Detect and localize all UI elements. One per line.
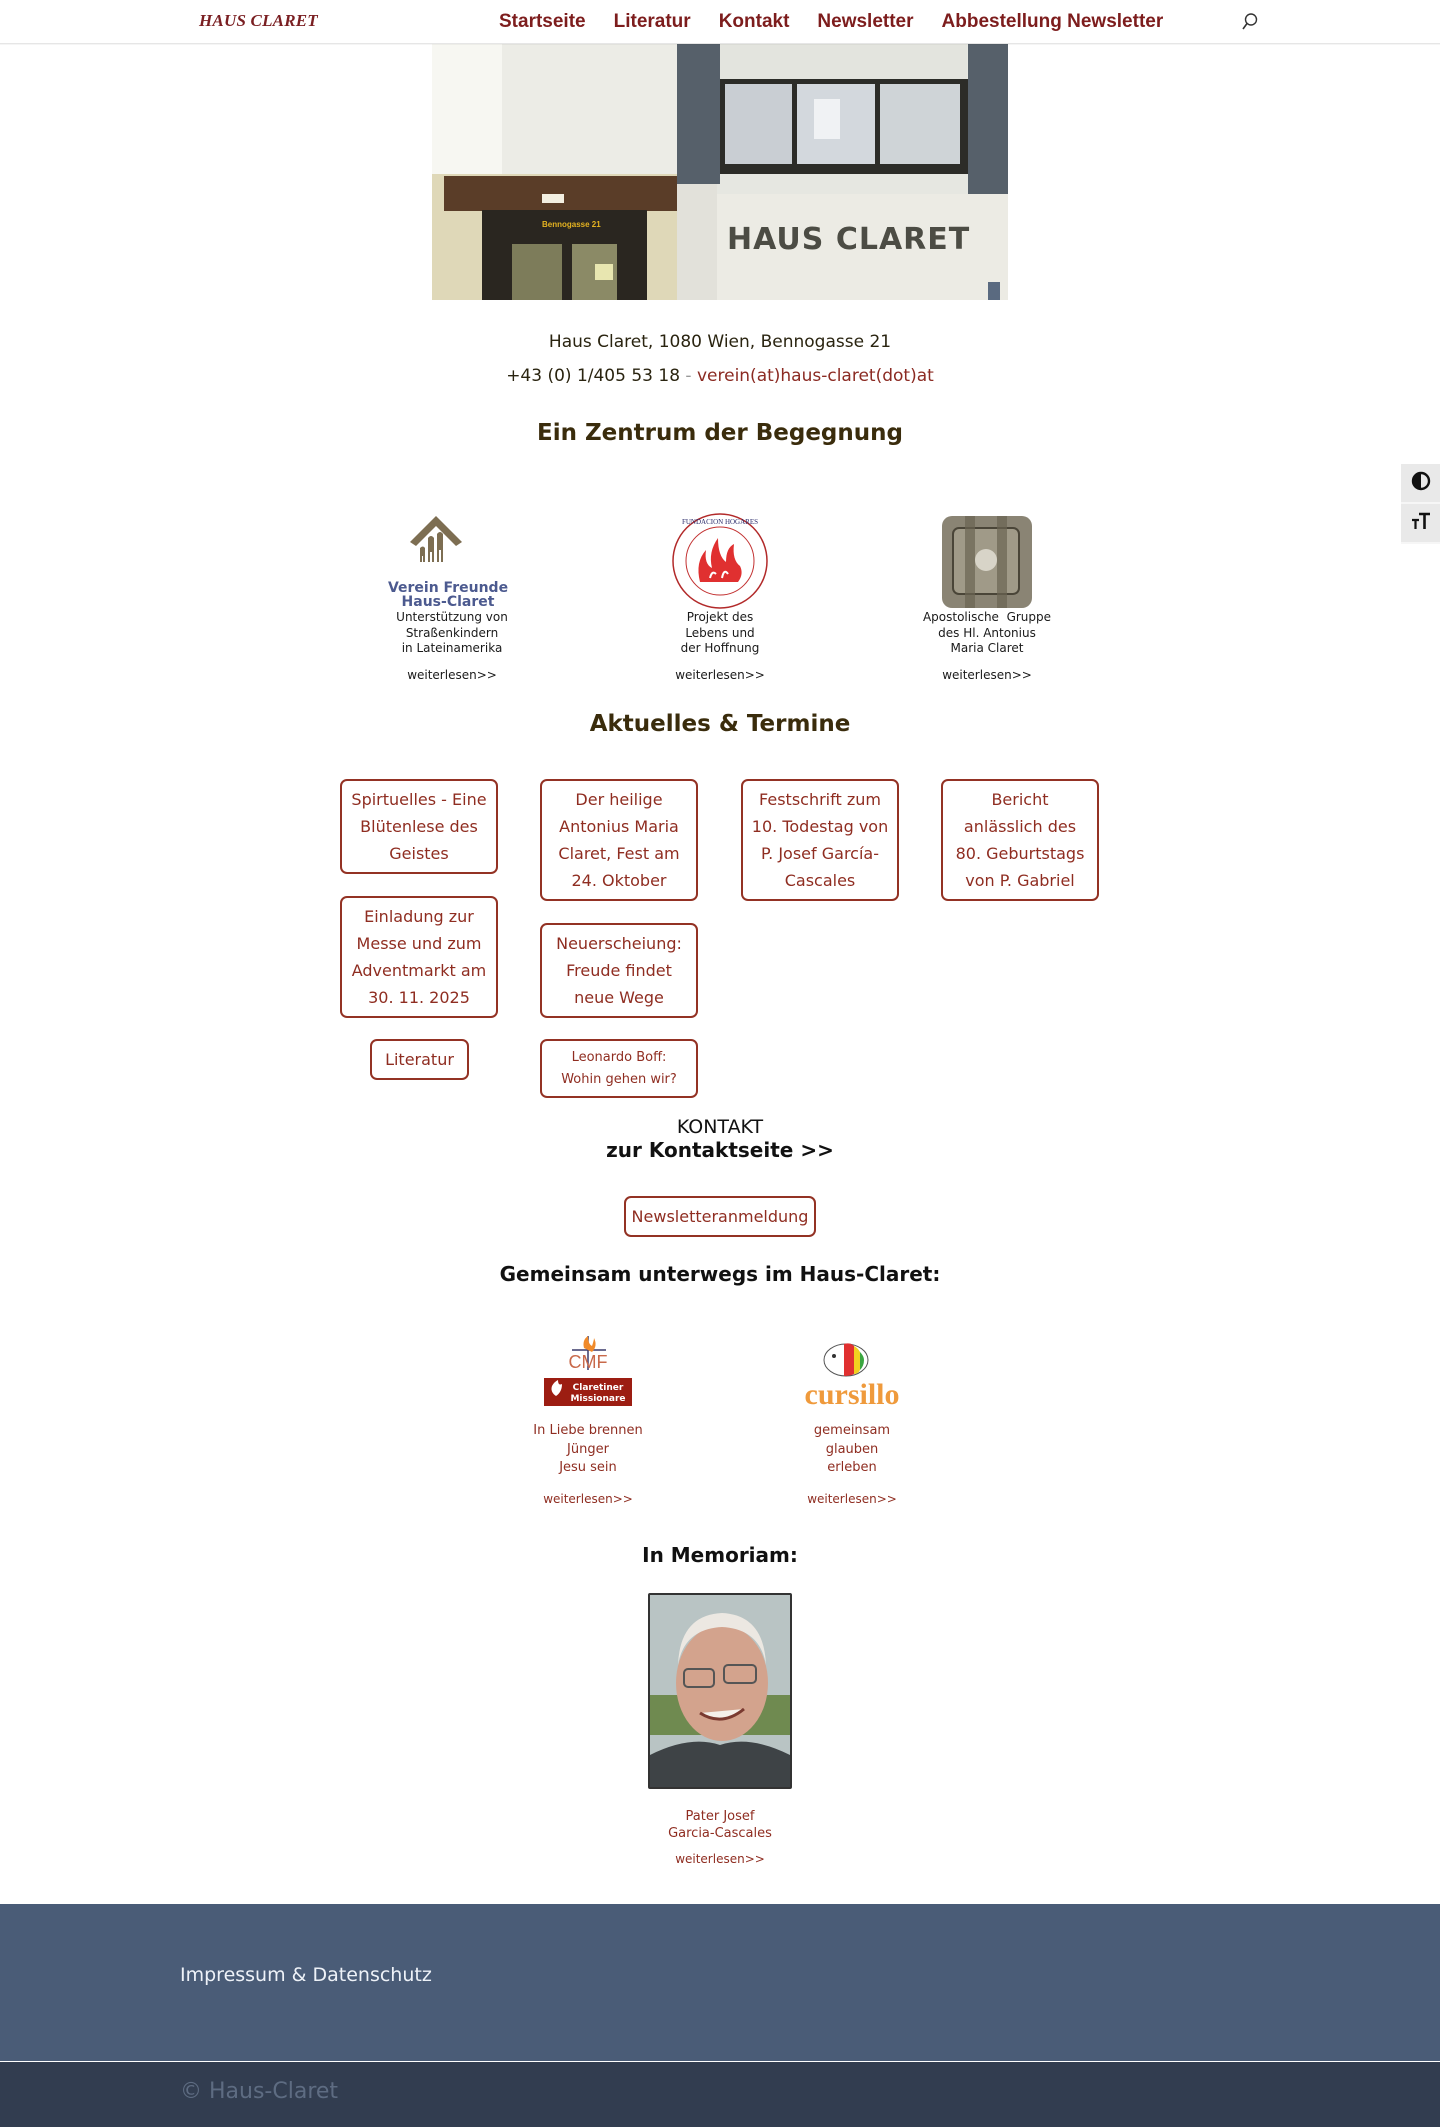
card-neuerscheinung[interactable]: Neuerscheiung: Freude findet neue Wege xyxy=(540,923,698,1018)
site-logo[interactable]: HAUS CLARET xyxy=(199,11,318,30)
hogares-claret-logo[interactable] xyxy=(648,512,792,610)
weiterlesen-link[interactable]: weiterlesen>> xyxy=(675,1852,765,1866)
contrast-icon xyxy=(1411,471,1431,495)
weiterlesen-link[interactable]: weiterlesen>> xyxy=(807,1491,897,1506)
newsletter-signup-button[interactable]: Newsletteranmeldung xyxy=(624,1196,816,1237)
address-block xyxy=(0,332,1440,386)
weiterlesen-link[interactable]: weiterlesen>> xyxy=(543,1491,633,1506)
main-nav xyxy=(499,0,1163,44)
svg-text:Missionare: Missionare xyxy=(570,1394,626,1404)
card-bericht-geburtstag[interactable]: Bericht anlässlich des 80. Geburtstags von P. Gabriel xyxy=(941,779,1099,901)
project-description: Apostolische Gruppe des Hl. Antonius Maria Claret xyxy=(922,610,1052,655)
claretiner-logo[interactable] xyxy=(530,1334,646,1410)
svg-text:FUNDACION HOGARES: FUNDACION HOGARES xyxy=(681,518,759,526)
project-description: Unterstützung von Straßenkindern in Lateinamerika xyxy=(396,610,508,655)
partner-cursillo xyxy=(792,1334,912,1508)
weiterlesen-link[interactable]: weiterlesen>> xyxy=(675,667,765,682)
apostolische-gruppe-logo[interactable] xyxy=(915,512,1059,610)
svg-text:CMF: CMF xyxy=(568,1352,608,1372)
hero-building-photo xyxy=(432,44,1008,300)
memoriam-portrait-photo[interactable] xyxy=(648,1593,792,1789)
section-title-aktuelles: Aktuelles & Termine xyxy=(589,711,851,737)
verein-freunde-logo[interactable] xyxy=(380,512,524,610)
card-spirituelles[interactable]: Spirtuelles - Eine Blütenlese des Geistes xyxy=(340,779,498,874)
font-size-toggle-button[interactable] xyxy=(1401,504,1440,544)
card-antonius-maria-claret[interactable]: Der heilige Antonius Maria Claret, Fest am 24. Oktober xyxy=(540,779,698,901)
footer-bottom-bar xyxy=(0,2062,1440,2127)
svg-text:Bennogasse 21: Bennogasse 21 xyxy=(542,220,601,229)
phone-number: +43 (0) 1/405 53 18 xyxy=(506,366,681,386)
weiterlesen-link[interactable]: weiterlesen>> xyxy=(942,667,1032,682)
separator: - xyxy=(680,366,697,386)
card-festschrift[interactable]: Festschrift zum 10. Todestag von P. Josef García- Cascales xyxy=(741,779,899,901)
copyright-text: © Haus-Claret xyxy=(180,2079,339,2104)
section-title-gemeinsam: Gemeinsam unterwegs im Haus-Claret: xyxy=(499,1262,941,1286)
nav-newsletter[interactable]: Newsletter xyxy=(817,11,914,32)
project-description: Projekt des Lebens und der Hoffnung xyxy=(680,610,760,655)
contact-line xyxy=(0,366,1440,386)
svg-text:Haus-Claret: Haus-Claret xyxy=(401,594,495,610)
impressum-datenschutz-link[interactable]: Impressum & Datenschutz xyxy=(180,1964,432,1986)
project-hogares-claret xyxy=(648,512,792,683)
contrast-toggle-button[interactable] xyxy=(1401,464,1440,504)
font-size-icon xyxy=(1410,511,1432,535)
kontaktseite-link[interactable]: zur Kontaktseite >> xyxy=(606,1138,834,1162)
svg-text:Claretiner: Claretiner xyxy=(572,1383,624,1393)
section-title-memoriam: In Memoriam: xyxy=(642,1543,798,1567)
nav-startseite[interactable]: Startseite xyxy=(499,11,586,32)
kontakt-title: KONTAKT xyxy=(676,1116,764,1138)
svg-text:Verein Freunde: Verein Freunde xyxy=(387,580,509,596)
address-line: Haus Claret, 1080 Wien, Bennogasse 21 xyxy=(548,332,892,352)
partner-claretiner xyxy=(530,1334,646,1508)
email-link[interactable]: verein(at)haus-claret(dot)at xyxy=(696,366,934,386)
nav-abbestellung-newsletter[interactable]: Abbestellung Newsletter xyxy=(941,11,1164,32)
cursillo-logo[interactable] xyxy=(792,1334,912,1410)
weiterlesen-link[interactable]: weiterlesen>> xyxy=(407,667,497,682)
partner-description: In Liebe brennen Jünger Jesu sein xyxy=(533,1423,643,1475)
card-literatur[interactable]: Literatur xyxy=(370,1039,469,1080)
memoriam-caption: Pater Josef Garcia-Cascales weiterlesen>> xyxy=(0,1808,1440,1868)
accessibility-toolbar xyxy=(1401,464,1440,544)
svg-text:HAUS CLARET: HAUS CLARET xyxy=(727,222,971,257)
footer xyxy=(0,1904,1440,2061)
kontakt-block xyxy=(0,1116,1440,1162)
section-title-zentrum: Ein Zentrum der Begegnung xyxy=(537,420,903,446)
card-einladung-adventmarkt[interactable]: Einladung zur Messe und zum Adventmarkt am 30. 11. 2025 xyxy=(340,896,498,1018)
partner-description: gemeinsam glauben erleben xyxy=(813,1423,891,1475)
svg-text:cursillo: cursillo xyxy=(804,1378,900,1410)
card-leonardo-boff[interactable]: Leonardo Boff: Wohin gehen wir? xyxy=(540,1039,698,1098)
search-icon[interactable] xyxy=(1241,12,1259,32)
project-verein-freunde xyxy=(380,512,524,683)
nav-literatur[interactable]: Literatur xyxy=(613,11,691,32)
nav-kontakt[interactable]: Kontakt xyxy=(718,11,790,32)
site-header xyxy=(0,0,1440,44)
project-apostolische-gruppe xyxy=(915,512,1059,683)
